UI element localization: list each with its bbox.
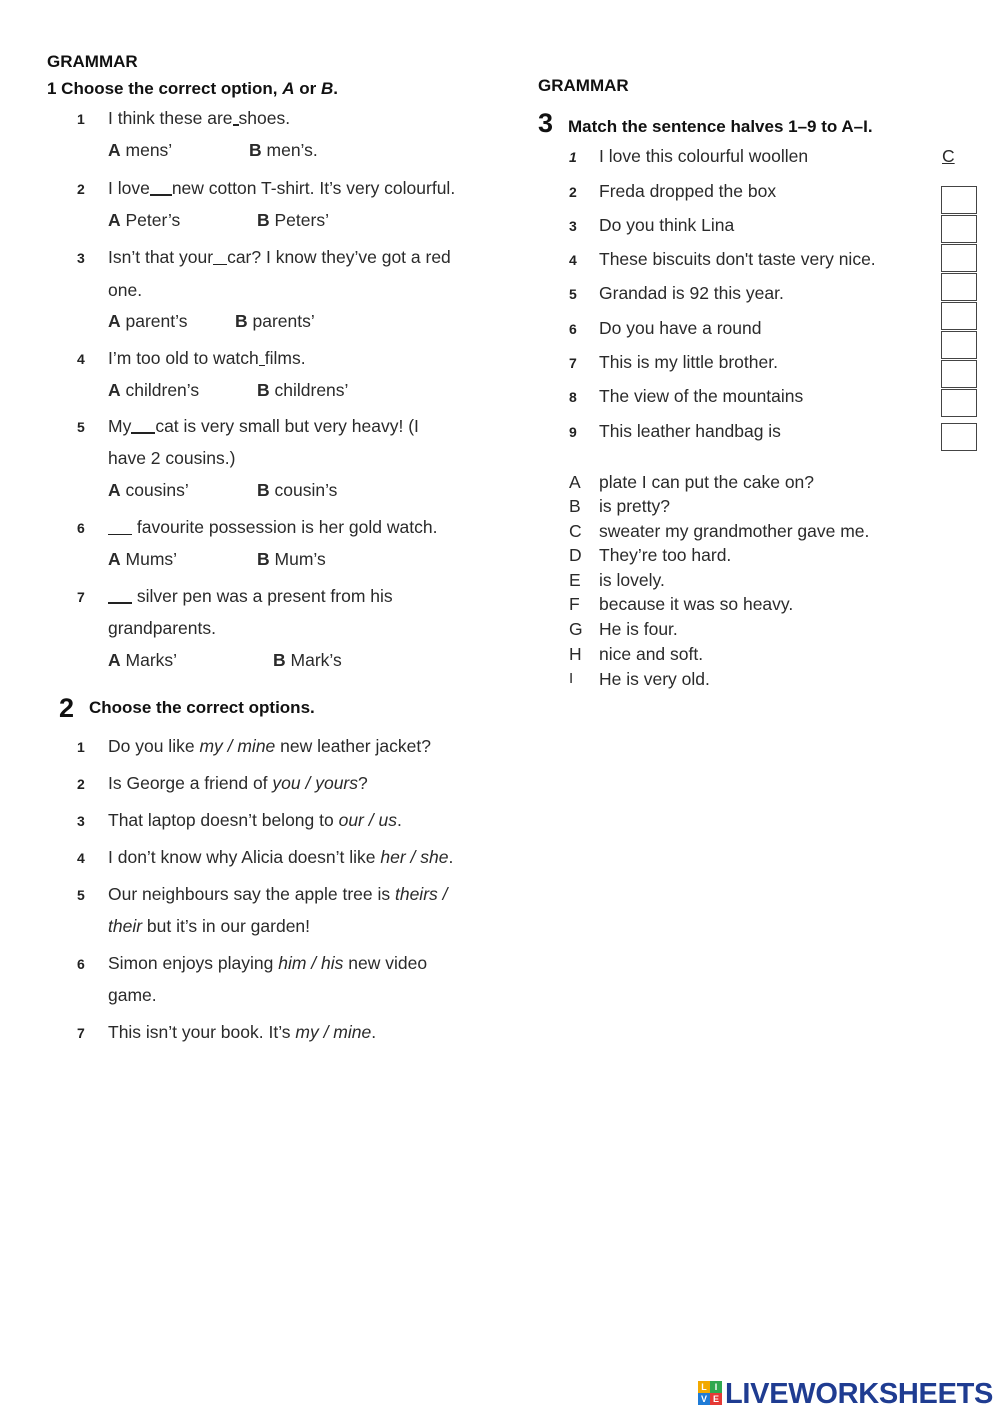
logo-tile-i: I <box>710 1381 722 1393</box>
question-text: I think these are shoes. <box>108 108 291 128</box>
question-text: I’m too old to watch films. <box>108 348 306 368</box>
answer-text: He is four. <box>599 619 678 639</box>
logo-tile-l: L <box>698 1381 710 1393</box>
logo-tile-v: V <box>698 1393 710 1405</box>
option-b[interactable]: B childrens’ <box>257 380 349 400</box>
example-answer: C <box>942 146 955 166</box>
item-number: 8 <box>569 389 577 405</box>
logo-text: LIVEWORKSHEETS <box>725 1378 994 1410</box>
item-number: 5 <box>569 286 577 302</box>
question-text[interactable]: I don’t know why Alicia doesn’t like her / she. <box>108 847 454 867</box>
item-number: 7 <box>77 1025 85 1041</box>
question-text-line2: grandparents. <box>108 618 216 638</box>
answer-box-2[interactable] <box>941 186 977 214</box>
option-b[interactable]: B Mark’s <box>273 650 342 670</box>
question-text[interactable]: That laptop doesn’t belong to our / us. <box>108 810 402 830</box>
option-a[interactable]: A Peter’s <box>108 210 181 230</box>
logo-tile-e: E <box>710 1393 722 1405</box>
answer-box-4[interactable] <box>941 244 977 272</box>
answer-text: plate I can put the cake on? <box>599 472 815 492</box>
exercise-2-number: 2 <box>59 693 75 723</box>
answer-text: They’re too hard. <box>599 545 732 565</box>
option-a[interactable]: A Marks’ <box>108 650 178 670</box>
item-number: 4 <box>569 252 577 268</box>
answer-text: is pretty? <box>599 496 670 516</box>
answer-letter: B <box>569 496 581 516</box>
logo-icon <box>698 1381 722 1405</box>
exercise-1-title-mid: or <box>294 79 321 98</box>
sentence-half: This is my little brother. <box>599 352 778 372</box>
question-text: My cat is very small but very heavy! (I <box>108 416 419 436</box>
option-a[interactable]: A mens’ <box>108 140 173 160</box>
answer-letter: G <box>569 619 583 639</box>
answer-text: He is very old. <box>599 669 710 689</box>
sentence-half: Freda dropped the box <box>599 181 777 201</box>
grammar-heading-left: GRAMMAR <box>47 52 138 71</box>
item-number: 5 <box>77 419 85 435</box>
item-number: 1 <box>77 739 85 755</box>
option-b[interactable]: B Mum’s <box>257 549 326 569</box>
answer-blank[interactable] <box>131 431 155 434</box>
answer-text: is lovely. <box>599 570 665 590</box>
answer-box-9[interactable] <box>941 389 977 417</box>
answer-box-extra[interactable] <box>941 423 977 451</box>
question-text[interactable]: This isn’t your book. It’s my / mine. <box>108 1022 377 1042</box>
answer-box-8[interactable] <box>941 360 977 388</box>
grammar-heading-right: GRAMMAR <box>538 76 629 95</box>
exercise-3-title: Match the sentence halves 1–9 to A–I. <box>568 117 873 136</box>
answer-letter: H <box>569 644 582 664</box>
option-b[interactable]: B parents’ <box>235 311 315 331</box>
item-number: 7 <box>569 355 577 371</box>
item-number: 2 <box>77 776 85 792</box>
answer-box-5[interactable] <box>941 273 977 301</box>
question-text: silver pen was a present from his <box>108 586 393 607</box>
answer-letter: I <box>569 670 574 687</box>
answer-letter: C <box>569 521 582 541</box>
item-number: 2 <box>77 181 85 197</box>
item-number: 1 <box>77 111 85 127</box>
sentence-half: This leather handbag is <box>599 421 781 441</box>
question-text[interactable]: Simon enjoys playing him / his new video <box>108 953 428 973</box>
question-text-line2: game. <box>108 985 157 1005</box>
item-number: 3 <box>77 250 85 266</box>
answer-letter: D <box>569 545 582 565</box>
item-number: 5 <box>77 887 85 903</box>
sentence-half: Grandad is 92 this year. <box>599 283 784 303</box>
answer-blank[interactable] <box>150 193 172 196</box>
item-number: 4 <box>77 850 85 866</box>
option-b[interactable]: B cousin’s <box>257 480 338 500</box>
sentence-half: The view of the mountains <box>599 386 804 406</box>
question-text[interactable]: Is George a friend of you / yours? <box>108 773 368 793</box>
question-text: I love new cotton T-shirt. It’s very colourful. <box>108 178 456 198</box>
answer-box-3[interactable] <box>941 215 977 243</box>
item-number: 2 <box>569 184 577 200</box>
option-b[interactable]: B Peters’ <box>257 210 329 230</box>
item-number: 6 <box>569 321 577 337</box>
question-text-line2: have 2 cousins.) <box>108 448 236 468</box>
item-number: 9 <box>569 424 577 440</box>
question-text-line2: one. <box>108 280 143 300</box>
question-text: Isn’t that your car? I know they’ve got a red <box>108 247 451 267</box>
answer-text: because it was so heavy. <box>599 594 794 614</box>
answer-blank[interactable] <box>108 533 132 535</box>
answer-letter: A <box>569 472 581 492</box>
option-a[interactable]: A parent’s <box>108 311 188 331</box>
option-a[interactable]: A cousins’ <box>108 480 189 500</box>
question-text[interactable]: Do you like my / mine new leather jacket? <box>108 736 431 756</box>
exercise-1-title-end: . <box>333 79 338 98</box>
answer-box-6[interactable] <box>941 302 977 330</box>
exercise-2-title: Choose the correct options. <box>89 698 315 717</box>
item-number: 1 <box>569 149 577 165</box>
question-text-line2[interactable]: their but it’s in our garden! <box>108 916 311 936</box>
answer-box-7[interactable] <box>941 331 977 359</box>
exercise-1-title <box>47 79 338 99</box>
item-number: 3 <box>569 218 577 234</box>
option-a[interactable]: A Mums’ <box>108 549 178 569</box>
item-number: 3 <box>77 813 85 829</box>
exercise-1-title-b: B <box>320 79 334 98</box>
sentence-half: Do you have a round <box>599 318 762 338</box>
item-number: 4 <box>77 351 85 367</box>
item-number: 6 <box>77 520 85 536</box>
exercise-1-title-a: A <box>282 79 295 98</box>
answer-letter: E <box>569 570 581 590</box>
sentence-half: I love this colourful woollen <box>599 146 809 166</box>
answer-blank[interactable] <box>213 263 227 265</box>
answer-letter: F <box>569 594 580 614</box>
item-number: 7 <box>77 589 85 605</box>
answer-blank[interactable] <box>108 601 132 604</box>
sentence-half: Do you think Lina <box>599 215 735 235</box>
option-a[interactable]: A children’s <box>108 380 200 400</box>
answer-text: nice and soft. <box>599 644 704 664</box>
question-text: favourite possession is her gold watch. <box>108 517 437 538</box>
sentence-half: These biscuits don't taste very nice. <box>599 249 876 269</box>
item-number: 6 <box>77 956 85 972</box>
question-text[interactable]: Our neighbours say the apple tree is theirs / <box>108 884 448 904</box>
option-b[interactable]: B men’s. <box>249 140 318 160</box>
answer-text: sweater my grandmother gave me. <box>599 521 870 541</box>
exercise-1-title-text: 1 Choose the correct option, <box>47 79 283 98</box>
exercise-3-number: 3 <box>538 108 554 138</box>
